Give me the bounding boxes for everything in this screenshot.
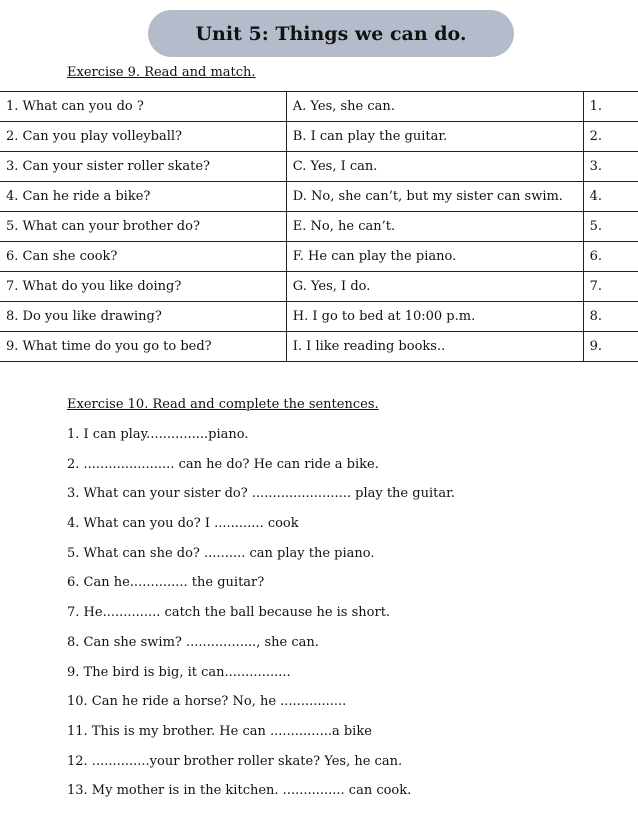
key-cell: 6. bbox=[583, 242, 638, 272]
question-cell: 6. Can she cook? bbox=[0, 242, 286, 272]
sentence-item: 12. ..............your brother roller skate? Yes, he can. bbox=[67, 753, 403, 769]
question-cell: 8. Do you like drawing? bbox=[0, 302, 286, 332]
question-cell: 9. What time do you go to bed? bbox=[0, 332, 286, 362]
match-row bbox=[0, 92, 638, 122]
answer-cell: D. No, she can’t, but my sister can swim. bbox=[286, 182, 583, 212]
answer-cell: C. Yes, I can. bbox=[286, 152, 583, 182]
sentence-item: 3. What can your sister do? ........................ play the guitar. bbox=[67, 486, 456, 502]
answer-cell: G. Yes, I do. bbox=[286, 272, 583, 302]
answer-cell: F. He can play the piano. bbox=[286, 242, 583, 272]
answer-cell: A. Yes, she can. bbox=[286, 92, 583, 122]
key-cell: 5. bbox=[583, 212, 638, 242]
match-row bbox=[0, 272, 638, 302]
sentence-item: 1. I can play...............piano. bbox=[67, 427, 249, 442]
match-row bbox=[0, 242, 638, 272]
sentence-item: 4. What can you do? I ............ cook bbox=[67, 516, 299, 532]
answer-cell: I. I like reading books.. bbox=[286, 332, 583, 362]
match-row bbox=[0, 122, 638, 152]
match-row bbox=[0, 152, 638, 182]
answer-cell: B. I can play the guitar. bbox=[286, 122, 583, 152]
question-cell: 2. Can you play volleyball? bbox=[0, 122, 286, 152]
sentence-item: 2. ...................... can he do? He can ride a bike. bbox=[67, 456, 379, 472]
sentence-item: 8. Can she swim? ................., she can. bbox=[67, 634, 319, 650]
answer-cell: E. No, he can’t. bbox=[286, 212, 583, 242]
exercise-9-heading: Exercise 9. Read and match. bbox=[67, 65, 256, 80]
key-cell: 2. bbox=[583, 122, 638, 152]
sentence-item: 11. This is my brother. He can ...............a bike bbox=[67, 723, 372, 739]
question-cell: 5. What can your brother do? bbox=[0, 212, 286, 242]
match-row bbox=[0, 332, 638, 362]
sentence-item: 10. Can he ride a horse? No, he ................ bbox=[67, 694, 347, 710]
question-cell: 1. What can you do ? bbox=[0, 92, 286, 122]
sentence-item: 13. My mother is in the kitchen. ............... can cook. bbox=[67, 783, 412, 799]
sentence-item: 9. The bird is big, it can................ bbox=[67, 664, 291, 680]
match-row bbox=[0, 212, 638, 242]
key-cell: 4. bbox=[583, 182, 638, 212]
key-cell: 3. bbox=[583, 152, 638, 182]
sentence-list bbox=[67, 426, 455, 812]
exercise-10-heading: Exercise 10. Read and complete the sentences. bbox=[67, 397, 379, 412]
sentence-item: 5. What can she do? .......... can play the piano. bbox=[67, 545, 375, 561]
key-cell: 7. bbox=[583, 272, 638, 302]
key-cell: 9. bbox=[583, 332, 638, 362]
key-cell: 1. bbox=[583, 92, 638, 122]
match-row bbox=[0, 182, 638, 212]
unit-title: Unit 5: Things we can do. bbox=[148, 10, 514, 57]
match-row bbox=[0, 302, 638, 332]
question-cell: 3. Can your sister roller skate? bbox=[0, 152, 286, 182]
sentence-item: 6. Can he.............. the guitar? bbox=[67, 575, 265, 591]
question-cell: 4. Can he ride a bike? bbox=[0, 182, 286, 212]
sentence-item: 7. He.............. catch the ball because he is short. bbox=[67, 605, 391, 621]
answer-cell: H. I go to bed at 10:00 p.m. bbox=[286, 302, 583, 332]
match-table bbox=[0, 91, 638, 362]
question-cell: 7. What do you like doing? bbox=[0, 272, 286, 302]
key-cell: 8. bbox=[583, 302, 638, 332]
